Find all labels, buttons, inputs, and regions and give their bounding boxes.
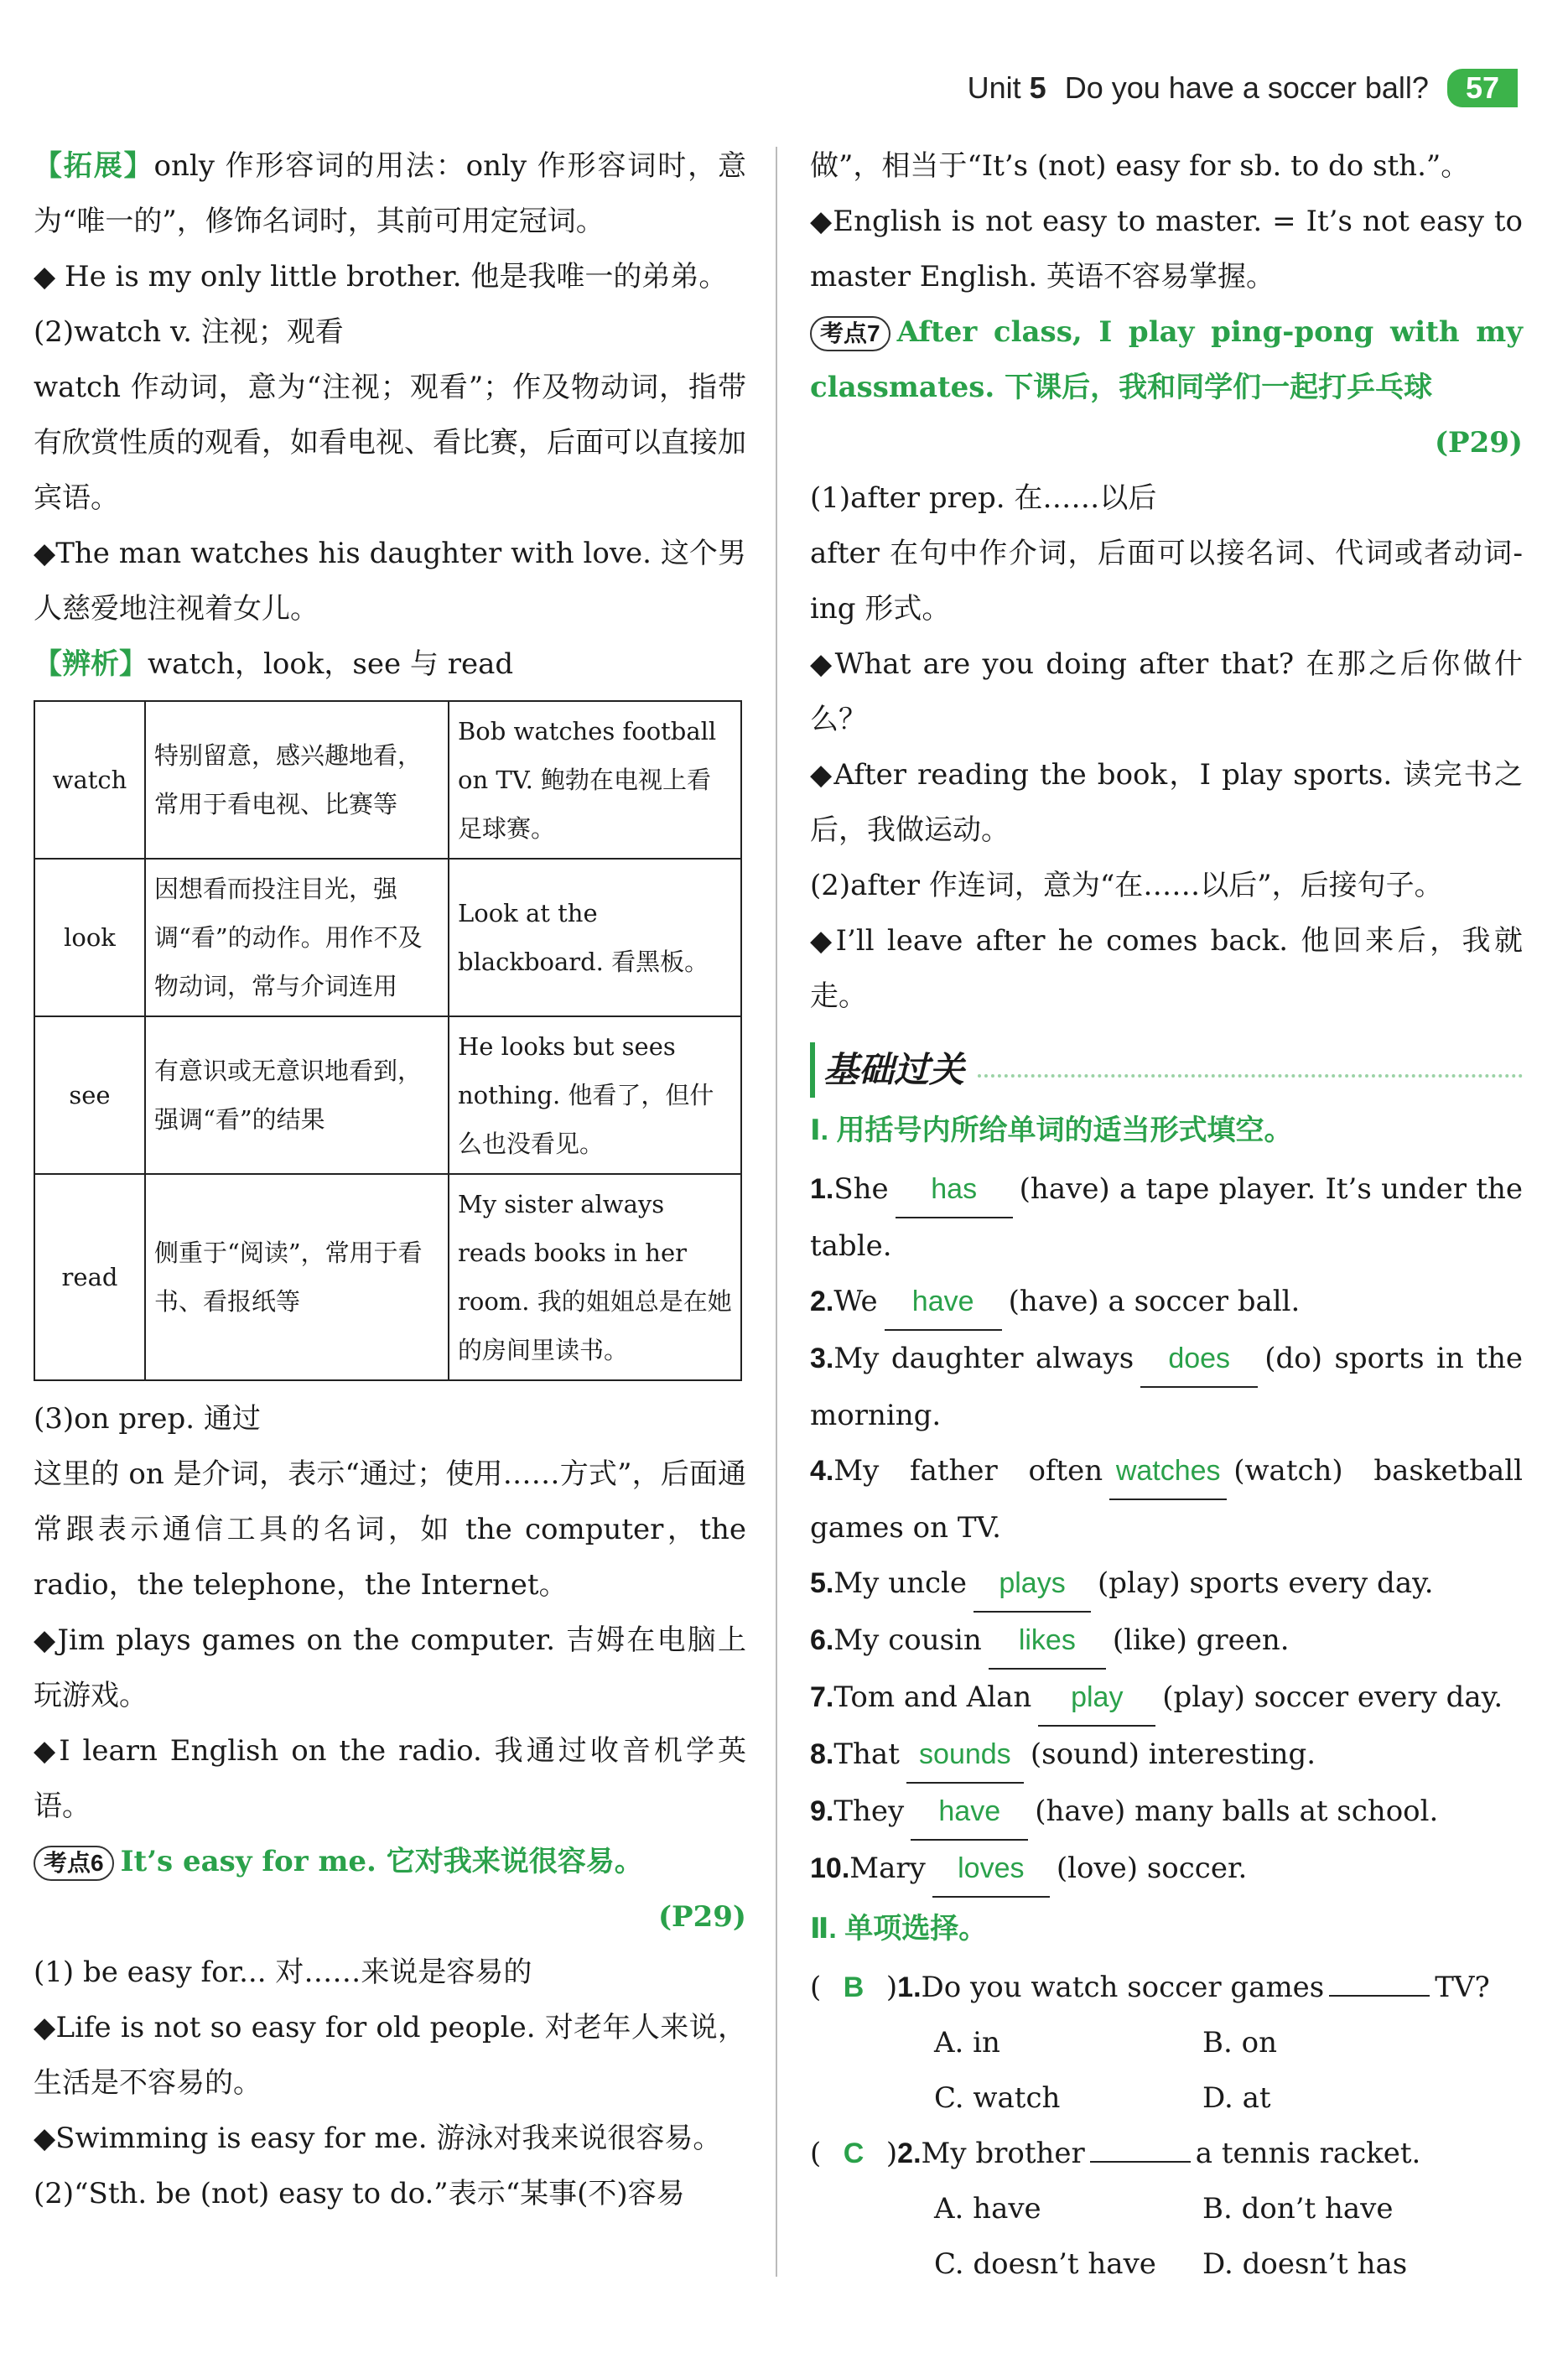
table-row: watch 特别留意，感兴趣地看，常用于看电视、比赛等 Bob watches football on TV. 鲍勃在电视上看足球赛。 [34, 701, 741, 859]
example: ◆Swimming is easy for me. 游泳对我来说很容易。 [34, 2122, 722, 2155]
fill-item: 9.They have (have) many balls at school. [810, 1784, 1523, 1841]
mc-item: ( C )2.My brother a tennis racket. A. have B. don’t have C. doesn’t have D. doesn’t has [810, 2126, 1523, 2292]
right-column [810, 138, 1523, 2292]
question-blank [1090, 2161, 1191, 2163]
answer-blank[interactable]: watches [1109, 1443, 1227, 1500]
comparison-table [34, 700, 742, 1381]
mc-option[interactable]: C. watch [934, 2081, 1061, 2115]
answer-blank[interactable]: does [1140, 1331, 1258, 1388]
fill-blank-list [810, 1161, 1523, 1898]
table-row: look 因想看而投注目光，强调“看”的动作。用作不及物动词，常与介词连用 Look at the blackboard. 看黑板。 [34, 859, 741, 1016]
example: ◆ He is my only little brother. 他是我唯一的弟弟。 [34, 260, 728, 293]
exercise-2-title: Ⅱ. 单项选择。 [810, 1913, 988, 1945]
mc-option[interactable]: D. doesn’t has [1202, 2247, 1408, 2281]
mc-option[interactable]: B. don’t have [1202, 2192, 1394, 2226]
table-row: see 有意识或无意识地看到，强调“看”的结果 He looks but sees nothing. 他看了，但什么也没看见。 [34, 1016, 741, 1174]
table-row: read 侧重于“阅读”，常用于看书、看报纸等 My sister always reads books in her room. 我的姐姐总是在她的房间里读书。 [34, 1174, 741, 1380]
example: ◆I’ll leave after he comes back. 他回来后，我就走。 [810, 924, 1523, 1013]
example: ◆What are you doing after that? 在那之后你做什么？ [810, 647, 1523, 736]
expand-note: 【拓展】only 作形容词的用法：only 作形容词时，意为“唯一的”，修饰名词时，其前可用定冠词。 [34, 149, 747, 238]
mc-item: ( B )1.Do you watch soccer games TV? A. in B. on C. watch D. at [810, 1960, 1523, 2126]
on-heading: (3)on prep. 通过 [34, 1402, 261, 1436]
key-point-6: 考点6 It’s easy for me. 它对我来说很容易。 [34, 1834, 746, 1889]
example: ◆After reading the book，I play sports. 读完书之后，我做运动。 [810, 758, 1523, 847]
mc-answer[interactable]: B [843, 1971, 864, 2003]
page-reference: (P29) [1434, 426, 1523, 460]
fill-item: 8.That sounds (sound) interesting. [810, 1727, 1523, 1784]
fill-item: 4.My father often watches (watch) basketball games on TV. [810, 1443, 1523, 1556]
mc-option[interactable]: B. on [1202, 2026, 1277, 2060]
example: ◆I learn English on the radio. 我通过收音机学英语。 [34, 1734, 746, 1823]
continuation: 做”，相当于“It’s (not) easy for sb. to do sth.”。 [810, 149, 1470, 183]
mc-option[interactable]: A. have [934, 2192, 1041, 2226]
example: ◆English is not easy to master. = It’s not easy to master English. 英语不容易掌握。 [810, 205, 1523, 293]
page-header [968, 69, 1518, 107]
answer-blank[interactable]: sounds [906, 1727, 1024, 1784]
after-heading: (1)after prep. 在……以后 [810, 481, 1157, 515]
fill-item: 6.My cousin likes (like) green. [810, 1613, 1523, 1670]
answer-blank[interactable]: plays [974, 1556, 1091, 1613]
fill-item: 7.Tom and Alan play (play) soccer every day. [810, 1670, 1523, 1727]
easy-heading-2: (2)“Sth. be (not) easy to do.”表示“某事(不)容易 [34, 2177, 685, 2210]
answer-blank[interactable]: have [911, 1784, 1028, 1841]
unit-title: Do you have a soccer ball? [1064, 70, 1429, 105]
answer-blank[interactable]: loves [932, 1841, 1050, 1898]
analysis-note: 【辨析】watch，look，see 与 read [34, 647, 514, 681]
left-column [34, 138, 746, 2221]
fill-item: 3.My daughter always does (do) sports in the morning. [810, 1331, 1523, 1443]
answer-blank[interactable]: likes [989, 1613, 1106, 1670]
page-reference: (P29) [657, 1900, 746, 1934]
watch-explanation: watch 作动词，意为“注视；观看”；作及物动词，指带有欣赏性质的观看，如看电视、看比赛，后面可以直接加宾语。 [34, 371, 746, 515]
section-title: 基础过关 [810, 1042, 1523, 1098]
example: ◆The man watches his daughter with love. 这个男人慈爱地注视着女儿。 [34, 537, 746, 626]
page-number: 57 [1447, 69, 1518, 107]
fill-item: 10.Mary loves (love) soccer. [810, 1841, 1523, 1898]
key-point-7: 考点7 After class, I play ping-pong with my classmates. 下课后，我和同学们一起打乒乓球 [810, 315, 1523, 404]
example: ◆Jim plays games on the computer. 吉姆在电脑上玩游戏。 [34, 1623, 746, 1712]
mc-answer[interactable]: C [843, 2137, 864, 2169]
mc-options [810, 2181, 1523, 2292]
watch-heading: (2)watch v. 注视；观看 [34, 315, 344, 349]
section-dots [978, 1062, 1523, 1078]
fill-item: 2.We have (have) a soccer ball. [810, 1274, 1523, 1331]
after-explanation: after 在句中作介词，后面可以接名词、代词或者动词-ing 形式。 [810, 537, 1523, 626]
mc-options [810, 2015, 1523, 2126]
mc-option[interactable]: C. doesn’t have [934, 2247, 1156, 2281]
answer-blank[interactable]: has [896, 1161, 1013, 1218]
mc-option[interactable]: A. in [934, 2026, 1000, 2060]
fill-item: 1.She has (have) a tape player. It’s under the table. [810, 1161, 1523, 1274]
mc-option[interactable]: D. at [1202, 2081, 1271, 2115]
fill-item: 5.My uncle plays (play) sports every day. [810, 1556, 1523, 1613]
answer-blank[interactable]: have [885, 1274, 1002, 1331]
multiple-choice-list [810, 1960, 1523, 2292]
unit-label: Unit 5 [967, 70, 1046, 105]
question-blank [1329, 1995, 1430, 1997]
answer-blank[interactable]: play [1038, 1670, 1155, 1727]
exercise-1-title: Ⅰ. 用括号内所给单词的适当形式填空。 [810, 1114, 1293, 1146]
key-point-tag: 考点7 [810, 316, 890, 351]
after-heading-2: (2)after 作连词，意为“在……以后”，后接句子。 [810, 869, 1443, 902]
on-explanation: 这里的 on 是介词，表示“通过；使用……方式”，后面通常跟表示通信工具的名词，如 the computer，the radio，the telephone，the Internet。 [34, 1457, 746, 1602]
example: ◆Life is not so easy for old people. 对老年人来说，生活是不容易的。 [34, 2011, 746, 2100]
column-divider [776, 147, 777, 2277]
key-point-tag: 考点6 [34, 1846, 114, 1881]
easy-heading: (1) be easy for... 对……来说是容易的 [34, 1956, 532, 1989]
